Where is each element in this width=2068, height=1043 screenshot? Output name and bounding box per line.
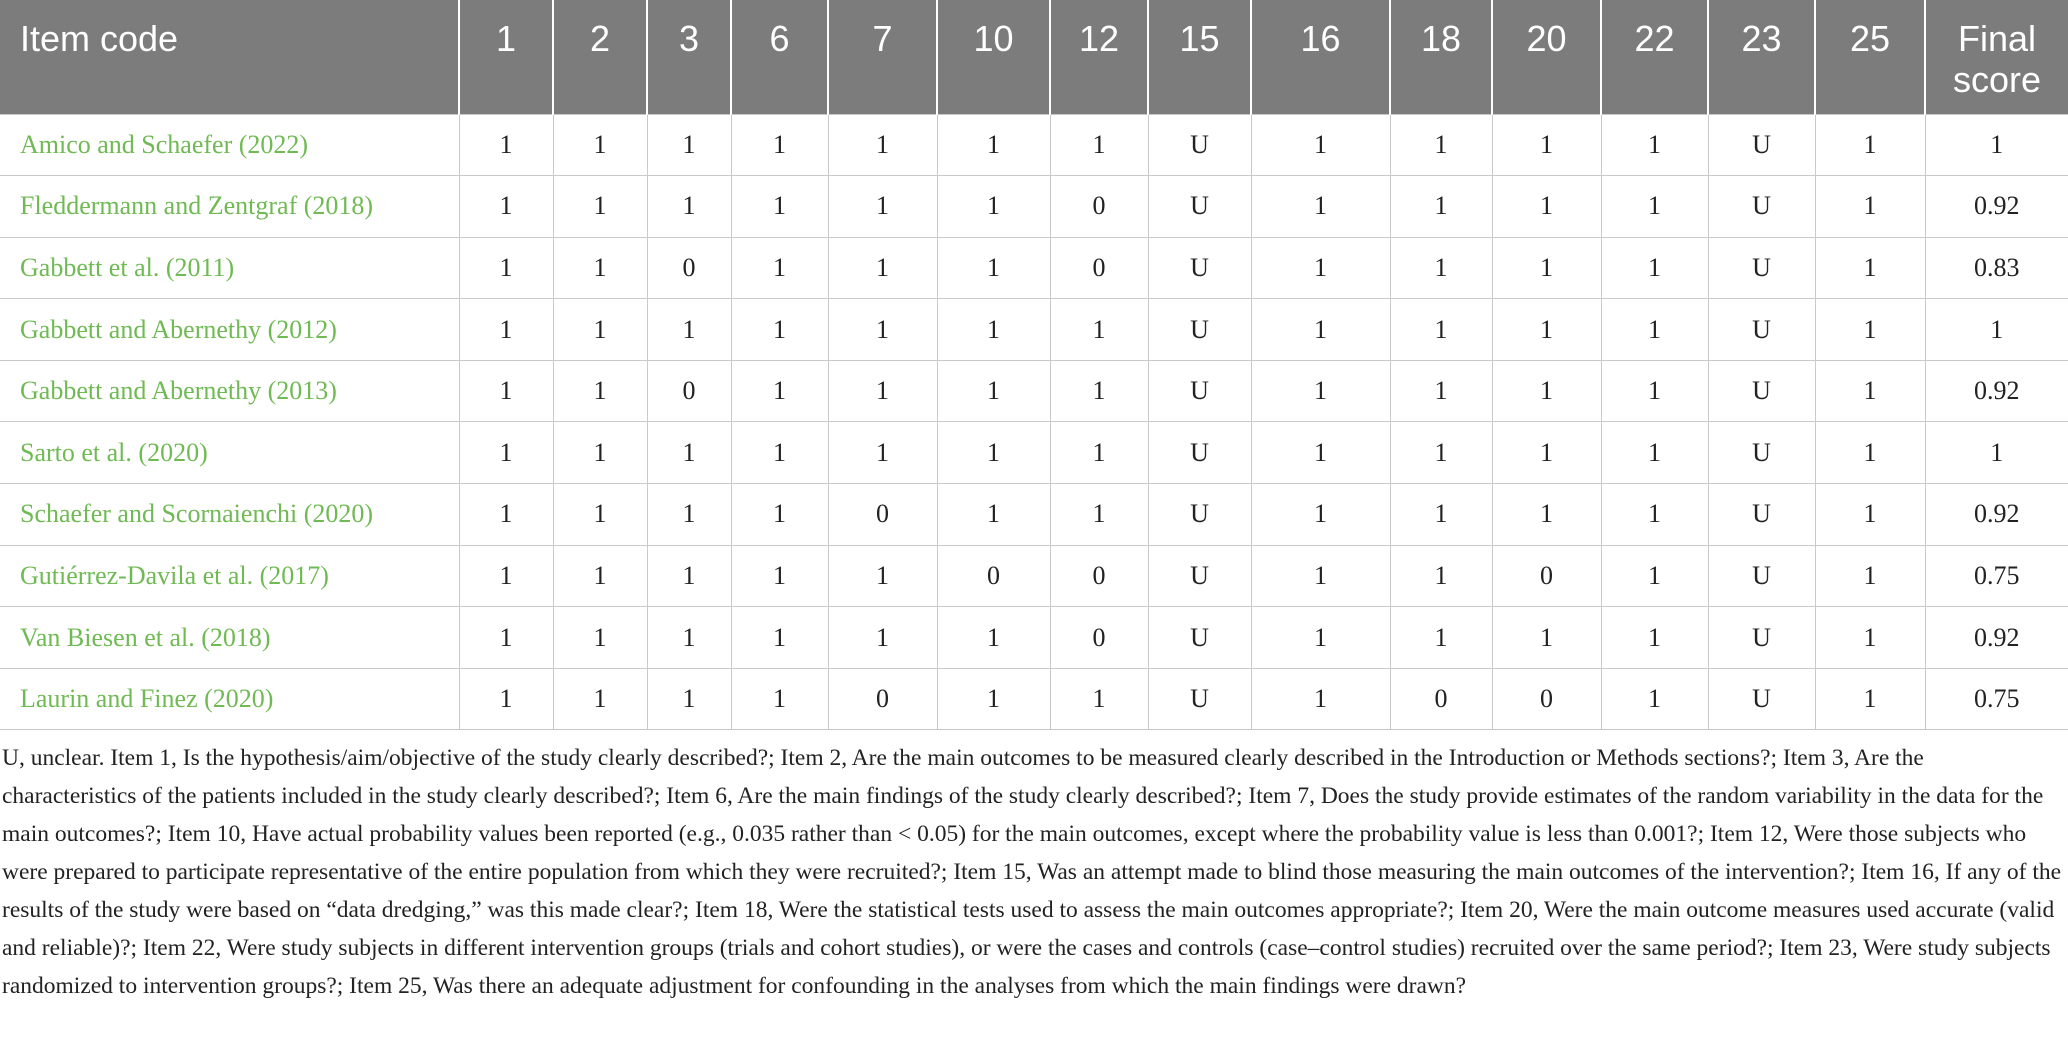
header-row <box>0 0 2068 114</box>
item-score-cell: 1 <box>647 668 731 730</box>
item-score-cell: U <box>1148 299 1251 361</box>
header-item-22: 22 <box>1601 0 1708 114</box>
item-score-cell: 1 <box>1251 607 1390 669</box>
item-score-cell: 1 <box>1601 237 1708 299</box>
item-score-cell: U <box>1148 607 1251 669</box>
item-score-cell: 1 <box>937 422 1050 484</box>
item-score-cell: 1 <box>937 237 1050 299</box>
item-score-cell: 1 <box>1492 422 1601 484</box>
final-score-cell: 0.92 <box>1925 484 2068 546</box>
item-score-cell: 1 <box>1601 176 1708 238</box>
item-score-cell: 1 <box>828 237 937 299</box>
item-score-cell: 1 <box>553 422 647 484</box>
item-score-cell: 1 <box>828 607 937 669</box>
table-row <box>0 668 2068 730</box>
final-score-cell: 1 <box>1925 299 2068 361</box>
study-link[interactable]: Schaefer and Scornaienchi (2020) <box>0 484 459 546</box>
item-score-cell: 1 <box>828 545 937 607</box>
item-score-cell: 1 <box>553 237 647 299</box>
item-score-cell: 1 <box>1050 114 1148 176</box>
table-row <box>0 237 2068 299</box>
header-item-20: 20 <box>1492 0 1601 114</box>
item-score-cell: 1 <box>459 176 553 238</box>
study-link[interactable]: Gabbett and Abernethy (2013) <box>0 360 459 422</box>
table-row <box>0 607 2068 669</box>
item-score-cell: 0 <box>828 668 937 730</box>
item-score-cell: 1 <box>1601 360 1708 422</box>
item-score-cell: 1 <box>553 545 647 607</box>
item-score-cell: 1 <box>828 176 937 238</box>
item-score-cell: 1 <box>1815 422 1925 484</box>
item-score-cell: 1 <box>731 545 828 607</box>
item-score-cell: 1 <box>553 299 647 361</box>
item-score-cell: 1 <box>731 176 828 238</box>
item-score-cell: 1 <box>647 176 731 238</box>
header-item-code: Item code <box>0 0 459 114</box>
header-item-2: 2 <box>553 0 647 114</box>
item-score-cell: 1 <box>1601 299 1708 361</box>
item-score-cell: 1 <box>647 114 731 176</box>
item-score-cell: 1 <box>731 422 828 484</box>
item-score-cell: 1 <box>731 668 828 730</box>
item-score-cell: 1 <box>937 360 1050 422</box>
final-score-cell: 1 <box>1925 422 2068 484</box>
item-score-cell: 1 <box>1251 299 1390 361</box>
item-score-cell: 1 <box>1815 360 1925 422</box>
item-score-cell: 1 <box>1251 422 1390 484</box>
item-score-cell: 1 <box>459 422 553 484</box>
item-score-cell: 0 <box>828 484 937 546</box>
study-link[interactable]: Gabbett and Abernethy (2012) <box>0 299 459 361</box>
header-final-score: Final score <box>1925 0 2068 114</box>
item-score-cell: 1 <box>647 422 731 484</box>
item-score-cell: U <box>1148 484 1251 546</box>
item-score-cell: 0 <box>1050 545 1148 607</box>
item-score-cell: 1 <box>937 176 1050 238</box>
item-score-cell: 1 <box>459 114 553 176</box>
item-score-cell: 1 <box>1251 360 1390 422</box>
item-score-cell: 1 <box>1815 114 1925 176</box>
item-score-cell: 0 <box>647 360 731 422</box>
final-score-cell: 0.92 <box>1925 176 2068 238</box>
final-score-cell: 0.92 <box>1925 360 2068 422</box>
table-row <box>0 114 2068 176</box>
header-item-18: 18 <box>1390 0 1492 114</box>
item-score-cell: U <box>1708 360 1815 422</box>
item-score-cell: 1 <box>553 607 647 669</box>
item-score-cell: 1 <box>1601 668 1708 730</box>
study-link[interactable]: Van Biesen et al. (2018) <box>0 607 459 669</box>
item-score-cell: U <box>1708 545 1815 607</box>
item-score-cell: 1 <box>459 545 553 607</box>
item-score-cell: 1 <box>553 484 647 546</box>
item-score-cell: 1 <box>1390 607 1492 669</box>
item-score-cell: 1 <box>1050 299 1148 361</box>
item-score-cell: 1 <box>731 299 828 361</box>
item-score-cell: 1 <box>459 360 553 422</box>
study-link[interactable]: Gabbett et al. (2011) <box>0 237 459 299</box>
item-score-cell: 1 <box>828 360 937 422</box>
item-score-cell: 1 <box>731 360 828 422</box>
item-score-cell: 0 <box>647 237 731 299</box>
item-score-cell: 1 <box>1390 299 1492 361</box>
table-row <box>0 545 2068 607</box>
item-score-cell: 1 <box>828 299 937 361</box>
item-score-cell: 1 <box>1390 484 1492 546</box>
item-score-cell: U <box>1708 607 1815 669</box>
item-score-cell: 1 <box>828 114 937 176</box>
header-item-10: 10 <box>937 0 1050 114</box>
item-score-cell: 1 <box>1050 422 1148 484</box>
item-score-cell: 1 <box>1601 422 1708 484</box>
item-score-cell: U <box>1148 237 1251 299</box>
study-link[interactable]: Gutiérrez-Davila et al. (2017) <box>0 545 459 607</box>
item-score-cell: 1 <box>1390 422 1492 484</box>
header-item-7: 7 <box>828 0 937 114</box>
item-score-cell: 1 <box>459 607 553 669</box>
item-score-cell: 1 <box>459 299 553 361</box>
item-score-cell: 0 <box>1050 176 1148 238</box>
item-score-cell: 1 <box>1390 237 1492 299</box>
study-link[interactable]: Laurin and Finez (2020) <box>0 668 459 730</box>
item-score-cell: 0 <box>1050 237 1148 299</box>
item-score-cell: 1 <box>1050 668 1148 730</box>
table-row <box>0 360 2068 422</box>
item-score-cell: 1 <box>647 299 731 361</box>
item-score-cell: U <box>1148 668 1251 730</box>
item-score-cell: 1 <box>1492 237 1601 299</box>
item-score-cell: 1 <box>937 607 1050 669</box>
item-score-cell: 0 <box>1492 545 1601 607</box>
item-score-cell: 1 <box>1390 114 1492 176</box>
item-score-cell: 1 <box>553 176 647 238</box>
item-score-cell: 1 <box>937 668 1050 730</box>
table-row <box>0 299 2068 361</box>
item-score-cell: 1 <box>1492 607 1601 669</box>
item-score-cell: 1 <box>1251 668 1390 730</box>
item-score-cell: 1 <box>731 237 828 299</box>
header-item-16: 16 <box>1251 0 1390 114</box>
study-link[interactable]: Amico and Schaefer (2022) <box>0 114 459 176</box>
header-item-25: 25 <box>1815 0 1925 114</box>
item-score-cell: U <box>1708 299 1815 361</box>
item-score-cell: 0 <box>1050 607 1148 669</box>
item-score-cell: 1 <box>1251 237 1390 299</box>
item-score-cell: 1 <box>647 484 731 546</box>
item-score-cell: 1 <box>1492 484 1601 546</box>
item-score-cell: 1 <box>1815 299 1925 361</box>
header-item-6: 6 <box>731 0 828 114</box>
header-item-3: 3 <box>647 0 731 114</box>
header-item-15: 15 <box>1148 0 1251 114</box>
item-score-cell: 1 <box>459 484 553 546</box>
item-score-cell: 1 <box>1601 545 1708 607</box>
table-row <box>0 484 2068 546</box>
item-score-cell: 1 <box>1251 545 1390 607</box>
item-score-cell: 1 <box>1815 607 1925 669</box>
item-score-cell: 1 <box>1492 176 1601 238</box>
item-score-cell: U <box>1148 422 1251 484</box>
study-link[interactable]: Fleddermann and Zentgraf (2018) <box>0 176 459 238</box>
item-score-cell: U <box>1708 237 1815 299</box>
item-score-cell: 1 <box>553 360 647 422</box>
study-link[interactable]: Sarto et al. (2020) <box>0 422 459 484</box>
item-score-cell: 1 <box>1815 484 1925 546</box>
item-score-cell: 1 <box>647 607 731 669</box>
item-score-cell: 1 <box>1815 176 1925 238</box>
header-item-12: 12 <box>1050 0 1148 114</box>
item-score-cell: 1 <box>937 299 1050 361</box>
item-score-cell: 0 <box>1390 668 1492 730</box>
item-score-cell: 1 <box>1492 360 1601 422</box>
item-score-cell: 1 <box>1815 545 1925 607</box>
table-footnote: U, unclear. Item 1, Is the hypothesis/aim/objective of the study clearly described?; Item 2, Are the main outcomes to be measured clearly described in the Introduction or Methods sections?; Item 3, Are the characteristics of the patients included in the study clearly described?; Item 6, Are the main findings of the study clearly described?; Item 7, Does the study provide estimates of the random variability in the data for the main outcomes?; Item 10, Have actual probability values been reported (e.g., 0.035 rather than < 0.05) for the main outcomes, except where the probability value is less than 0.001?; Item 12, Were those subjects who were prepared to participate representative of the entire population from which they were recruited?; Item 15, Was an attempt made to blind those measuring the main outcomes of the intervention?; Item 16, If any of the results of the study were based on “data dredging,” was this made clear?; Item 18, Were the statistical tests used to assess the main outcomes appropriate?; Item 20, Were the main outcome measures used accurate (valid and reliable)?; Item 22, Were study subjects in different intervention groups (trials and cohort studies), or were the cases and controls (case–control studies) recruited over the same period?; Item 23, Were study subjects randomized to intervention groups?; Item 25, Was there an adequate adjustment for confounding in the analyses from which the main findings were drawn? <box>2 745 2062 1000</box>
item-score-cell: U <box>1708 422 1815 484</box>
item-score-cell: U <box>1708 114 1815 176</box>
item-score-cell: 0 <box>1492 668 1601 730</box>
item-score-cell: U <box>1148 176 1251 238</box>
item-score-cell: 1 <box>647 545 731 607</box>
item-score-cell: U <box>1708 668 1815 730</box>
final-score-cell: 0.75 <box>1925 545 2068 607</box>
item-score-cell: 1 <box>1251 484 1390 546</box>
item-score-cell: 1 <box>937 484 1050 546</box>
item-score-cell: 1 <box>1601 607 1708 669</box>
final-score-cell: 0.75 <box>1925 668 2068 730</box>
item-score-cell: 1 <box>1492 114 1601 176</box>
item-score-cell: 1 <box>1601 484 1708 546</box>
item-score-cell: 1 <box>1601 114 1708 176</box>
table-body <box>0 114 2068 730</box>
item-score-cell: 1 <box>731 114 828 176</box>
item-score-cell: U <box>1148 360 1251 422</box>
header-item-23: 23 <box>1708 0 1815 114</box>
item-score-cell: U <box>1708 176 1815 238</box>
final-score-cell: 0.92 <box>1925 607 2068 669</box>
item-score-cell: 1 <box>731 484 828 546</box>
item-score-cell: 0 <box>937 545 1050 607</box>
item-score-cell: 1 <box>1251 176 1390 238</box>
item-score-cell: 1 <box>1251 114 1390 176</box>
table-header <box>0 0 2068 114</box>
item-score-cell: 1 <box>459 668 553 730</box>
item-score-cell: 1 <box>1390 545 1492 607</box>
item-score-cell: 1 <box>1492 299 1601 361</box>
item-score-cell: 1 <box>1815 668 1925 730</box>
item-score-cell: 1 <box>1390 360 1492 422</box>
item-score-cell: 1 <box>1050 360 1148 422</box>
item-score-cell: U <box>1148 545 1251 607</box>
item-score-cell: 1 <box>828 422 937 484</box>
item-score-cell: 1 <box>1050 484 1148 546</box>
item-score-cell: 1 <box>459 237 553 299</box>
item-score-cell: U <box>1148 114 1251 176</box>
item-score-cell: U <box>1708 484 1815 546</box>
final-score-cell: 1 <box>1925 114 2068 176</box>
item-score-cell: 1 <box>1390 176 1492 238</box>
final-score-cell: 0.83 <box>1925 237 2068 299</box>
table-row <box>0 422 2068 484</box>
table-row <box>0 176 2068 238</box>
header-item-1: 1 <box>459 0 553 114</box>
item-score-cell: 1 <box>731 607 828 669</box>
item-score-cell: 1 <box>937 114 1050 176</box>
item-score-cell: 1 <box>553 114 647 176</box>
item-score-cell: 1 <box>1815 237 1925 299</box>
item-score-cell: 1 <box>553 668 647 730</box>
